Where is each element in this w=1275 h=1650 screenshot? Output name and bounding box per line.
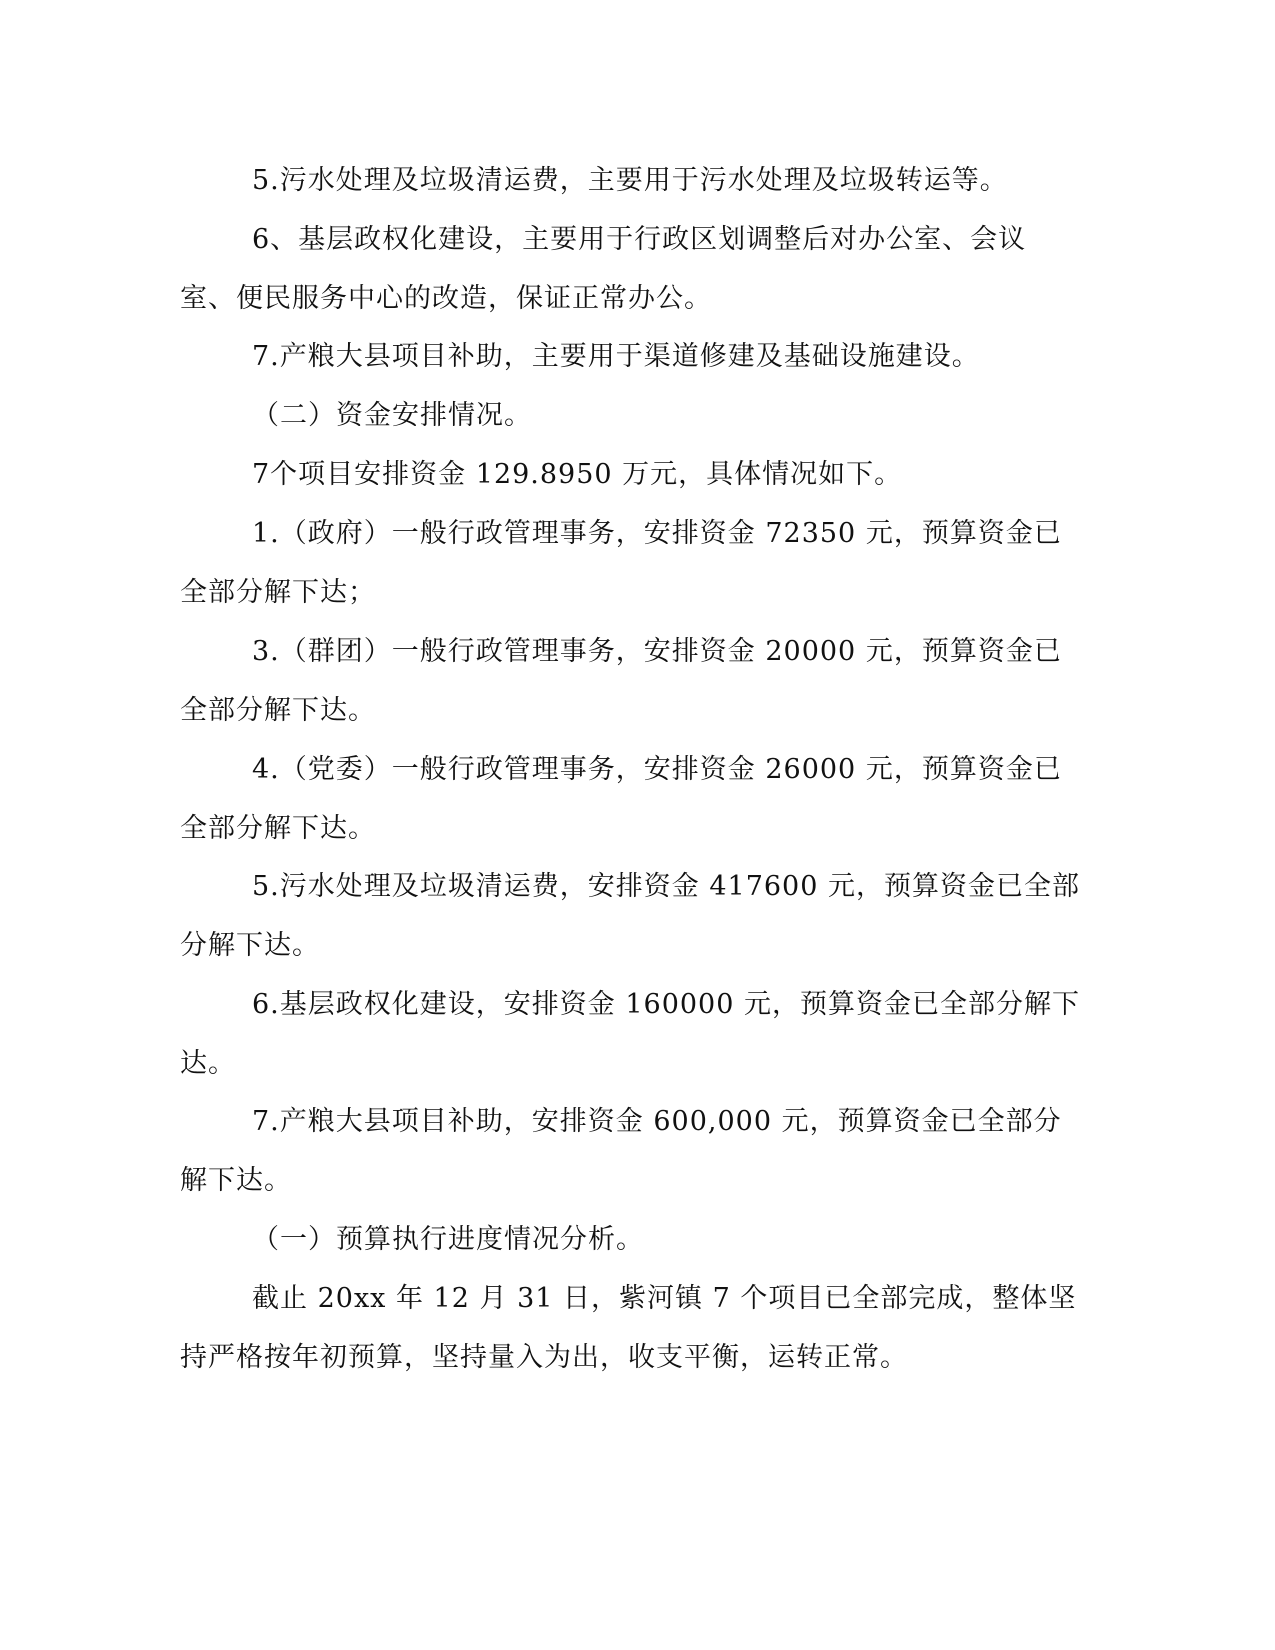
section-heading: （二）资金安排情况。	[252, 400, 532, 431]
text-line: 7.产粮大县项目补助，安排资金 600,000 元，预算资金已全部分	[252, 1106, 1062, 1137]
text-line: 解下达。	[180, 1165, 292, 1196]
text-line: 截止 20xx 年 12 月 31 日，紫河镇 7 个项目已全部完成，整体坚	[252, 1283, 1077, 1314]
text-line: 6.基层政权化建设，安排资金 160000 元，预算资金已全部分解下	[252, 989, 1080, 1020]
text-line: 7.产粮大县项目补助，主要用于渠道修建及基础设施建设。	[252, 341, 980, 372]
text-line: 5.污水处理及垃圾清运费，安排资金 417600 元，预算资金已全部	[252, 871, 1080, 902]
text-line: 3.（群团）一般行政管理事务，安排资金 20000 元，预算资金已	[252, 636, 1062, 667]
text-line: 1.（政府）一般行政管理事务，安排资金 72350 元，预算资金已	[252, 518, 1062, 549]
text-line: 分解下达。	[180, 930, 320, 961]
text-line: 室、便民服务中心的改造，保证正常办公。	[180, 283, 712, 314]
text-line: 4.（党委）一般行政管理事务，安排资金 26000 元，预算资金已	[252, 754, 1062, 785]
text-line: 全部分解下达。	[180, 695, 376, 726]
text-line: 全部分解下达。	[180, 813, 376, 844]
text-line: 5.污水处理及垃圾清运费，主要用于污水处理及垃圾转运等。	[252, 165, 1008, 196]
text-line: 7个项目安排资金 129.8950 万元，具体情况如下。	[252, 459, 903, 490]
section-heading: （一）预算执行进度情况分析。	[252, 1224, 644, 1255]
text-line: 持严格按年初预算，坚持量入为出，收支平衡，运转正常。	[180, 1342, 908, 1373]
text-line: 6、基层政权化建设，主要用于行政区划调整后对办公室、会议	[252, 224, 1027, 255]
text-line: 全部分解下达；	[180, 577, 376, 608]
text-line: 达。	[180, 1048, 236, 1079]
